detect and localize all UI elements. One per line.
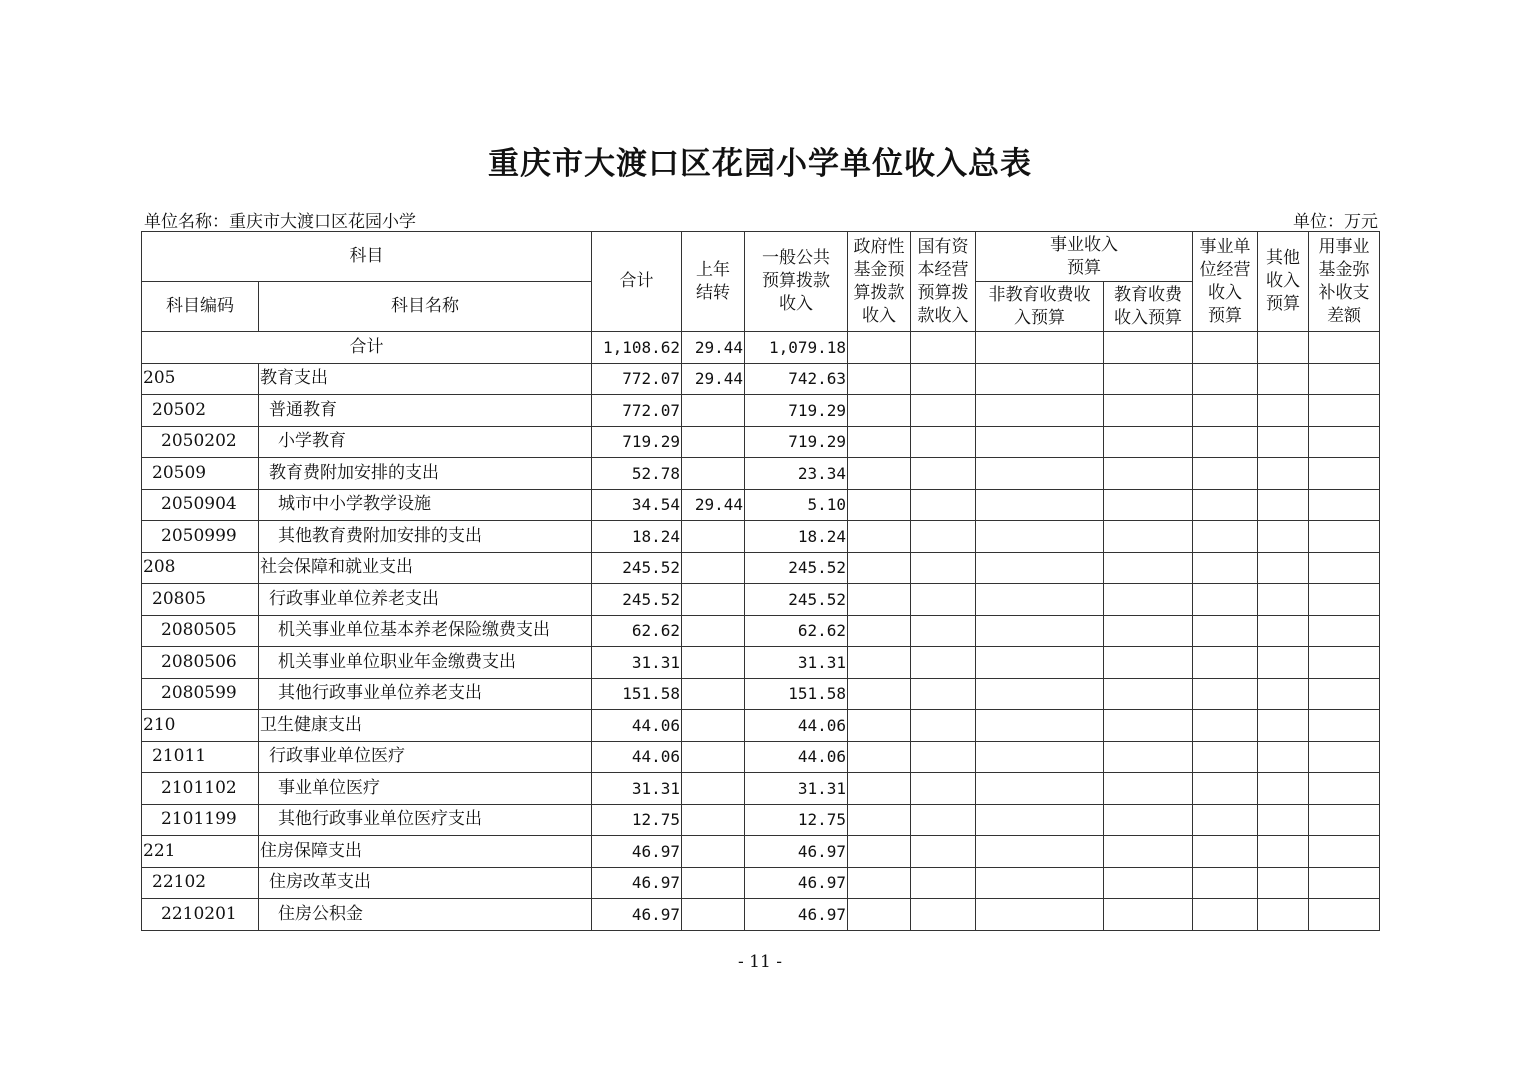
empty-cell [848,899,911,931]
empty-cell [976,426,1104,458]
fund-use-header-line: 补收支 [1318,282,1370,303]
general-budget-cell: 151.58 [745,678,848,710]
empty-cell [848,489,911,521]
table-row [142,741,1380,773]
empty-cell [1104,426,1193,458]
empty-cell [976,647,1104,679]
empty-cell [976,804,1104,836]
other-income-header-line: 其他 [1266,248,1300,268]
empty-cell [1258,584,1309,616]
carryover-header-line: 上年 [696,259,730,280]
total-cell: 12.75 [592,804,682,836]
table-row [142,552,1380,584]
state-capital-header-line: 款收入 [917,305,969,326]
empty-cell [1258,552,1309,584]
empty-cell [848,773,911,805]
table-row [142,678,1380,710]
table-row [142,710,1380,742]
subject-header: 科目 [142,232,592,282]
empty-cell [911,332,976,364]
subject-name-cell: 社会保障和就业支出 [259,552,592,584]
carryover-cell: 29.44 [682,489,745,521]
empty-cell [976,552,1104,584]
empty-cell [1258,521,1309,553]
empty-cell [976,836,1104,868]
operating-income-header-line: 收入 [1208,282,1242,303]
empty-cell [1104,678,1193,710]
total-cell: 46.97 [592,899,682,931]
empty-cell [1309,867,1380,899]
empty-cell [911,741,976,773]
empty-cell [848,615,911,647]
empty-cell [1309,899,1380,931]
table-row [142,615,1380,647]
empty-cell [1193,804,1258,836]
subject-code-cell: 2080506 [142,647,259,679]
empty-cell [848,678,911,710]
carryover-cell [682,899,745,931]
subject-code-cell: 20502 [142,395,259,427]
empty-cell [1258,647,1309,679]
subject-name-cell: 其他行政事业单位养老支出 [259,678,592,710]
total-cell: 772.07 [592,363,682,395]
general-budget-cell: 46.97 [745,867,848,899]
empty-cell [1193,773,1258,805]
empty-cell [848,552,911,584]
general-budget-header-line: 一般公共 [762,248,830,268]
subject-name-cell: 小学教育 [259,426,592,458]
total-cell: 245.52 [592,552,682,584]
empty-cell [1193,867,1258,899]
operating-income-header-line: 事业单 [1199,236,1251,257]
total-header: 合计 [592,232,682,332]
gov-fund-header-line: 算拨款 [853,282,905,303]
empty-cell [848,804,911,836]
business-income-header [976,232,1193,282]
general-budget-cell: 245.52 [745,552,848,584]
state-capital-header [911,232,976,332]
empty-cell [1258,489,1309,521]
carryover-header-line: 结转 [696,282,730,303]
other-income-header-line: 预算 [1266,294,1300,314]
fund-use-header [1309,232,1380,332]
carryover-cell [682,521,745,553]
empty-cell [1258,836,1309,868]
empty-cell [1104,867,1193,899]
general-budget-cell: 742.63 [745,363,848,395]
total-cell: 31.31 [592,647,682,679]
empty-cell [1193,741,1258,773]
empty-cell [976,395,1104,427]
subject-name-cell: 城市中小学教学设施 [259,489,592,521]
empty-cell [848,710,911,742]
empty-cell [911,363,976,395]
general-budget-header [745,232,848,332]
empty-cell [1258,395,1309,427]
empty-cell [911,836,976,868]
empty-cell [976,899,1104,931]
table-row [142,521,1380,553]
subject-name-cell: 行政事业单位医疗 [259,741,592,773]
total-cell: 62.62 [592,615,682,647]
empty-cell [911,773,976,805]
state-capital-header-line: 本经营 [917,259,969,280]
edu-fee-header-line: 教育收费 [1114,284,1182,305]
subject-name-cell: 事业单位医疗 [259,773,592,805]
total-cell: 52.78 [592,458,682,490]
empty-cell [976,332,1104,364]
table-row [142,489,1380,521]
total-row-general: 1,079.18 [745,332,848,364]
general-budget-cell: 5.10 [745,489,848,521]
subject-code-cell: 2050999 [142,521,259,553]
subject-name-cell: 机关事业单位基本养老保险缴费支出 [259,615,592,647]
table-row [142,426,1380,458]
total-cell: 34.54 [592,489,682,521]
table-row [142,867,1380,899]
general-budget-cell: 46.97 [745,836,848,868]
empty-cell [976,615,1104,647]
total-cell: 46.97 [592,836,682,868]
empty-cell [1258,426,1309,458]
state-capital-header-line: 预算拨 [917,282,969,303]
subject-code-cell: 2050202 [142,426,259,458]
total-cell: 46.97 [592,867,682,899]
table-row [142,584,1380,616]
subject-name-cell: 住房公积金 [259,899,592,931]
table-row [142,395,1380,427]
empty-cell [1309,363,1380,395]
other-income-header [1258,232,1309,332]
empty-cell [976,867,1104,899]
subject-name-cell: 卫生健康支出 [259,710,592,742]
empty-cell [1258,773,1309,805]
empty-cell [848,521,911,553]
empty-cell [1309,584,1380,616]
empty-cell [1104,741,1193,773]
empty-cell [848,426,911,458]
empty-cell [1104,332,1193,364]
empty-cell [1309,489,1380,521]
empty-cell [1104,489,1193,521]
subject-code-cell: 2080599 [142,678,259,710]
empty-cell [1193,678,1258,710]
edu-fee-header [1104,282,1193,332]
operating-income-header-line: 预算 [1208,305,1242,326]
subject-code-cell: 2210201 [142,899,259,931]
empty-cell [1309,426,1380,458]
empty-cell [911,678,976,710]
empty-cell [1258,615,1309,647]
empty-cell [1193,458,1258,490]
general-budget-cell: 62.62 [745,615,848,647]
empty-cell [1309,552,1380,584]
operating-income-header [1193,232,1258,332]
fund-use-header-line: 用事业 [1318,236,1370,257]
carryover-cell [682,395,745,427]
empty-cell [1309,615,1380,647]
empty-cell [1258,899,1309,931]
empty-cell [1309,395,1380,427]
subject-name-cell: 住房改革支出 [259,867,592,899]
empty-cell [1104,458,1193,490]
page-number: - 11 - [738,952,782,972]
carryover-cell [682,615,745,647]
empty-cell [911,710,976,742]
empty-cell [1104,710,1193,742]
empty-cell [1193,615,1258,647]
empty-cell [1258,710,1309,742]
subject-name-cell: 普通教育 [259,395,592,427]
subject-code-cell: 221 [142,836,259,868]
total-row-label: 合计 [142,332,592,364]
subject-name-cell: 其他行政事业单位医疗支出 [259,804,592,836]
currency-unit-label: 单位：万元 [1293,212,1378,232]
empty-cell [1309,710,1380,742]
table-row [142,804,1380,836]
non-edu-fee-header-line: 入预算 [1014,307,1065,328]
empty-cell [848,458,911,490]
empty-cell [976,363,1104,395]
empty-cell [1309,741,1380,773]
empty-cell [911,395,976,427]
subject-code-cell: 2050904 [142,489,259,521]
subject-name-cell: 其他教育费附加安排的支出 [259,521,592,553]
table-row [142,458,1380,490]
empty-cell [1309,804,1380,836]
empty-cell [1309,332,1380,364]
empty-cell [911,552,976,584]
subject-code-header: 科目编码 [142,282,259,332]
operating-income-header-line: 位经营 [1199,259,1251,280]
empty-cell [1258,741,1309,773]
carryover-cell [682,426,745,458]
empty-cell [1193,836,1258,868]
empty-cell [976,678,1104,710]
table-row [142,899,1380,931]
empty-cell [848,647,911,679]
empty-cell [1193,426,1258,458]
empty-cell [976,741,1104,773]
empty-cell [1309,458,1380,490]
subject-code-cell: 2101199 [142,804,259,836]
non-edu-fee-header-line: 非教育收费收 [988,284,1091,305]
empty-cell [976,458,1104,490]
carryover-cell [682,836,745,868]
carryover-cell [682,773,745,805]
carryover-header [682,232,745,332]
general-budget-cell: 719.29 [745,426,848,458]
subject-code-cell: 22102 [142,867,259,899]
general-budget-cell: 44.06 [745,710,848,742]
total-row-carryover: 29.44 [682,332,745,364]
gov-fund-header-line: 政府性 [853,236,905,257]
carryover-cell [682,741,745,773]
subject-name-cell: 教育费附加安排的支出 [259,458,592,490]
subject-code-cell: 210 [142,710,259,742]
total-cell: 245.52 [592,584,682,616]
carryover-cell [682,647,745,679]
carryover-cell [682,552,745,584]
carryover-cell [682,710,745,742]
empty-cell [1193,899,1258,931]
page-title: 重庆市大渡口区花园小学单位收入总表 [488,146,1032,182]
business-income-header-line: 事业收入 [1050,234,1118,255]
subject-name-cell: 行政事业单位养老支出 [259,584,592,616]
general-budget-header-line: 收入 [779,294,813,314]
subject-code-cell: 20805 [142,584,259,616]
general-budget-cell: 719.29 [745,395,848,427]
empty-cell [976,584,1104,616]
empty-cell [1104,395,1193,427]
empty-cell [1309,836,1380,868]
total-cell: 719.29 [592,426,682,458]
total-cell: 44.06 [592,710,682,742]
general-budget-cell: 46.97 [745,899,848,931]
other-income-header-line: 收入 [1266,271,1300,291]
empty-cell [976,489,1104,521]
empty-cell [1104,363,1193,395]
empty-cell [1193,647,1258,679]
table-row [142,363,1380,395]
fund-use-header-line: 基金弥 [1318,259,1370,280]
empty-cell [1104,899,1193,931]
table-row [142,647,1380,679]
carryover-cell [682,678,745,710]
subject-code-cell: 208 [142,552,259,584]
subject-name-cell: 住房保障支出 [259,836,592,868]
empty-cell [1104,836,1193,868]
subject-name-cell: 机关事业单位职业年金缴费支出 [259,647,592,679]
empty-cell [1104,521,1193,553]
empty-cell [1104,552,1193,584]
empty-cell [1309,521,1380,553]
subject-code-cell: 2080505 [142,615,259,647]
subject-code-cell: 2101102 [142,773,259,805]
empty-cell [848,741,911,773]
empty-cell [1104,804,1193,836]
empty-cell [848,332,911,364]
empty-cell [976,773,1104,805]
subject-code-cell: 20509 [142,458,259,490]
total-cell: 18.24 [592,521,682,553]
business-income-header-line: 预算 [1067,257,1101,278]
empty-cell [1193,710,1258,742]
general-budget-cell: 31.31 [745,647,848,679]
gov-fund-header-line: 收入 [862,305,896,326]
empty-cell [1258,804,1309,836]
empty-cell [1193,552,1258,584]
general-budget-cell: 44.06 [745,741,848,773]
table-row [142,836,1380,868]
empty-cell [911,647,976,679]
empty-cell [976,521,1104,553]
carryover-cell [682,867,745,899]
empty-cell [911,615,976,647]
fund-use-header-line: 差额 [1327,305,1361,326]
empty-cell [1258,678,1309,710]
edu-fee-header-line: 收入预算 [1114,307,1182,328]
total-cell: 44.06 [592,741,682,773]
empty-cell [1193,489,1258,521]
total-row [142,332,1380,364]
state-capital-header-line: 国有资 [917,236,969,257]
empty-cell [911,584,976,616]
carryover-cell: 29.44 [682,363,745,395]
empty-cell [1309,678,1380,710]
subject-name-cell: 教育支出 [259,363,592,395]
empty-cell [976,710,1104,742]
non-edu-fee-header [976,282,1104,332]
empty-cell [1258,867,1309,899]
total-cell: 151.58 [592,678,682,710]
empty-cell [1104,584,1193,616]
empty-cell [1309,647,1380,679]
empty-cell [911,458,976,490]
empty-cell [911,489,976,521]
subject-code-cell: 21011 [142,741,259,773]
carryover-cell [682,804,745,836]
empty-cell [1104,773,1193,805]
empty-cell [911,521,976,553]
gov-fund-header [848,232,911,332]
empty-cell [1104,647,1193,679]
gov-fund-header-line: 基金预 [853,259,905,280]
empty-cell [911,804,976,836]
empty-cell [911,899,976,931]
general-budget-cell: 23.34 [745,458,848,490]
empty-cell [1193,332,1258,364]
empty-cell [1193,395,1258,427]
subject-code-cell: 205 [142,363,259,395]
total-row-total: 1,108.62 [592,332,682,364]
carryover-cell [682,458,745,490]
empty-cell [848,867,911,899]
empty-cell [1193,521,1258,553]
empty-cell [1258,363,1309,395]
empty-cell [1104,615,1193,647]
empty-cell [848,584,911,616]
general-budget-cell: 245.52 [745,584,848,616]
general-budget-cell: 12.75 [745,804,848,836]
empty-cell [911,426,976,458]
empty-cell [1258,332,1309,364]
general-budget-header-line: 预算拨款 [762,271,830,291]
empty-cell [1193,584,1258,616]
total-cell: 31.31 [592,773,682,805]
empty-cell [848,363,911,395]
income-summary-table [141,231,1380,931]
unit-name-label: 单位名称：重庆市大渡口区花园小学 [144,212,416,232]
empty-cell [1258,458,1309,490]
empty-cell [1193,363,1258,395]
empty-cell [911,867,976,899]
empty-cell [848,395,911,427]
general-budget-cell: 31.31 [745,773,848,805]
table-row [142,773,1380,805]
subject-name-header: 科目名称 [259,282,592,332]
total-cell: 772.07 [592,395,682,427]
empty-cell [1309,773,1380,805]
general-budget-cell: 18.24 [745,521,848,553]
empty-cell [848,836,911,868]
carryover-cell [682,584,745,616]
